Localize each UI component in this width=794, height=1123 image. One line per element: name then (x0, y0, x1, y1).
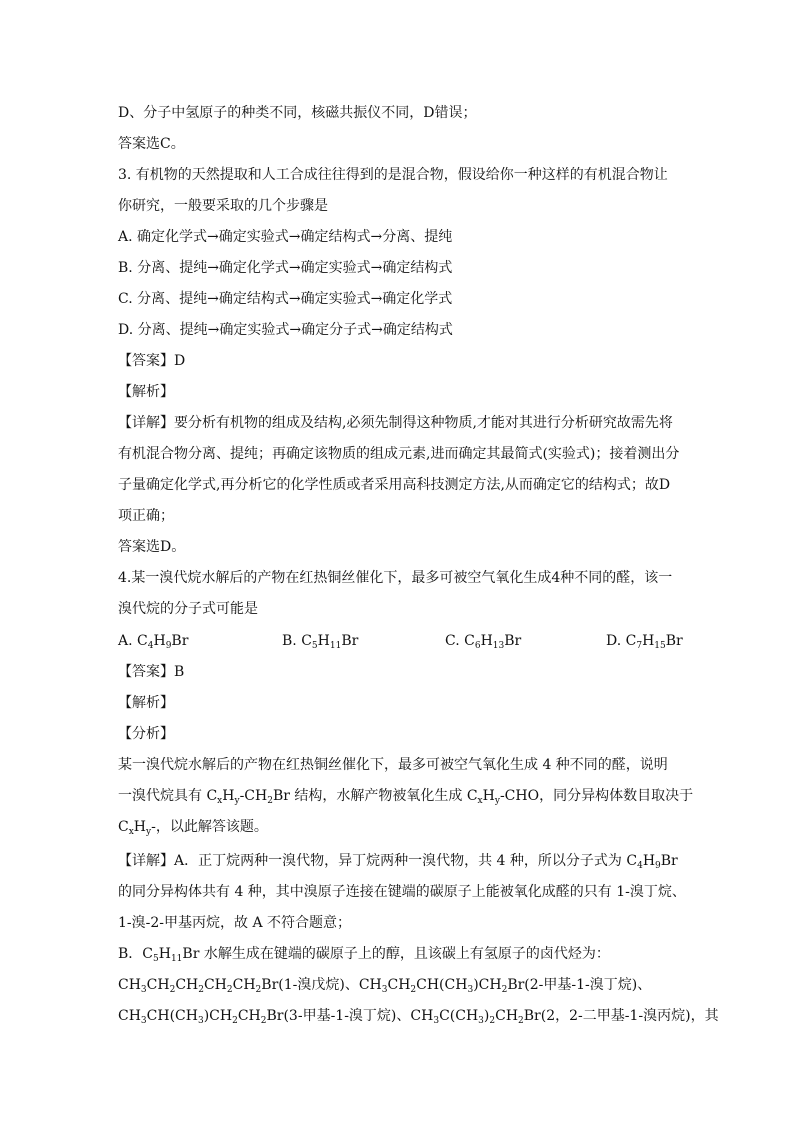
q4-detail-line-6: $CH_3CH(CH_3)CH_2CH_2Br(3-$甲基-1-溴丁烷)、$CH_3C(CH_3)_2CH_2Br(2$，2-二甲基-1-溴丙烷)，其 (118, 1008, 719, 1026)
q4-option-d: D. $C_7H_{15}Br$ (606, 633, 683, 651)
q4-analysis-line-3: $C_xH_y-$，以此解答该题。 (118, 819, 268, 837)
q3-option-c: C. 分离、提纯→确定结构式→确定实验式→确定化学式 (118, 291, 453, 307)
q2-answer-pick: 答案选C。 (118, 136, 185, 152)
q3-stem-line-1: 3. 有机物的天然提取和人工合成往往得到的是混合物，假设给你一种这样的有机混合物让 (118, 167, 668, 183)
q4-detail-line-2: 的同分异构体共有 4 种，其中溴原子连接在键端的碳原子上能被氧化成醛的只有 1-溴丁烷、 (118, 884, 686, 900)
q4-detail-line-4: B．$C_5H_{11}Br$ 水解生成在键端的碳原子上的醇，且该碳上有氢原子的卤代烃为： (118, 946, 610, 964)
q4-analysis-heading: 【解析】 (118, 695, 174, 711)
q3-detail-line-1: 【详解】要分析有机物的组成及结构,必须先制得这种物质,才能对其进行分析研究故需先将 (118, 415, 673, 431)
q4-stem-line-2: 溴代烷的分子式可能是 (118, 601, 258, 617)
q4-detail-line-3: 1-溴-2-甲基丙烷，故 A 不符合题意； (118, 915, 352, 931)
q4-detail-line-5: $CH_3CH_2CH_2CH_2CH_2Br(1-$溴戊烷)、$CH_3CH_2CH(CH_3)CH_2Br(2-$甲基-1-溴丁烷)、 (118, 977, 652, 995)
q4-answer: 【答案】B (118, 664, 185, 680)
q4-option-c: C. $C_6H_{13}Br$ (445, 633, 522, 651)
q4-stem-line-1: 4.某一溴代烷水解后的产物在红热铜丝催化下，最多可被空气氧化生成4种不同的醛，该一 (118, 570, 673, 586)
q3-detail-line-3: 子量确定化学式,再分析它的化学性质或者采用高科技测定方法,从而确定它的结构式；故D (118, 477, 671, 493)
q4-option-b: B. $C_5H_{11}Br$ (282, 633, 359, 651)
q3-option-b: B. 分离、提纯→确定化学式→确定实验式→确定结构式 (118, 260, 453, 276)
q3-option-a: A. 确定化学式→确定实验式→确定结构式→分离、提纯 (118, 229, 453, 245)
q3-detail-line-2: 有机混合物分离、提纯；再确定该物质的组成元素,进而确定其最简式(实验式)；接着测出分 (118, 446, 680, 462)
q3-detail-line-4: 项正确； (118, 508, 174, 524)
q4-analysis-line-2: 一溴代烷具有 $C_xH_y-CH_2Br$ 结构，水解产物被氧化生成 $C_xH_y$-CHO，同分异构体数目取决于 (118, 788, 694, 806)
q2-option-d-explanation: D、分子中氢原子的种类不同，核磁共振仪不同，D错误； (118, 105, 477, 121)
q3-answer-pick: 答案选D。 (118, 539, 186, 555)
q3-analysis-heading: 【解析】 (118, 384, 174, 400)
q4-analysis-subheading: 【分析】 (118, 726, 174, 742)
q4-analysis-line-1: 某一溴代烷水解后的产物在红热铜丝催化下，最多可被空气氧化生成 4 种不同的醛，说明 (118, 757, 668, 773)
q3-option-d: D. 分离、提纯→确定实验式→确定分子式→确定结构式 (118, 322, 453, 338)
q3-answer: 【答案】D (118, 353, 186, 369)
q4-option-a: A. $C_4H_9Br$ (118, 633, 189, 651)
q3-stem-line-2: 你研究，一般要采取的几个步骤是 (118, 198, 328, 214)
q4-detail-line-1: 【详解】A．正丁烷两种一溴代物，异丁烷两种一溴代物，共 4 种，所以分子式为 $C_4H_9Br$ (118, 853, 678, 871)
